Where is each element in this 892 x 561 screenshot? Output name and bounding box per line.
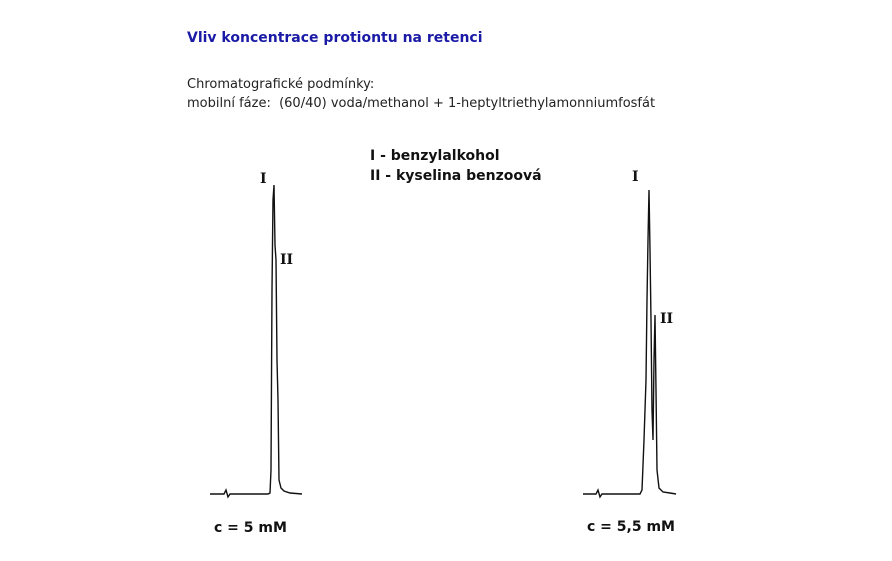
chromatogram-2-concentration: c = 5,5 mM [587, 519, 675, 535]
legend-line-2: II - kyselina benzoová [370, 168, 542, 184]
chromatogram-1-peak-1-label: I [260, 171, 267, 187]
chromatogram-1-concentration: c = 5 mM [214, 520, 287, 536]
chromatogram-1 [210, 185, 302, 497]
page-title: Vliv koncentrace protiontu na retenci [187, 30, 483, 46]
chromatogram-2-peak-1-label: I [632, 169, 639, 185]
chromatogram-2 [583, 190, 676, 497]
chromatogram-1-peak-2-label: II [280, 252, 294, 268]
mobile-phase-text: mobilní fáze: (60/40) voda/methanol + 1-heptyltriethylamonniumfosfát [187, 96, 656, 111]
chromatogram-2-peak-2-label: II [660, 311, 674, 327]
chromatogram-2-trace [583, 190, 676, 497]
chromatogram-1-trace [210, 185, 302, 497]
conditions-heading: Chromatografické podmínky: [187, 77, 375, 92]
legend-line-1: I - benzylalkohol [370, 148, 500, 164]
